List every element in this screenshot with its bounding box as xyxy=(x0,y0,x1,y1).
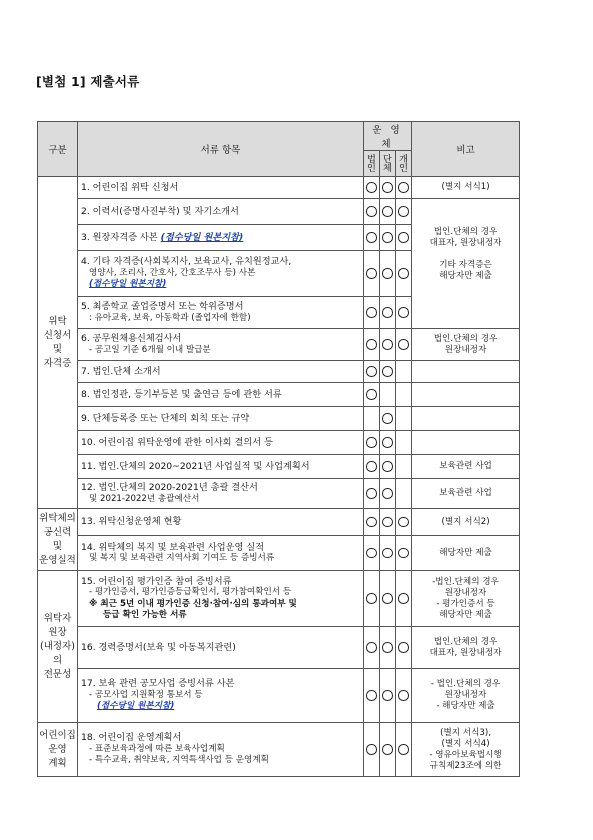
circle-mark-icon xyxy=(398,339,409,350)
remark-text: 보육관련 사업 xyxy=(439,488,492,498)
table-row xyxy=(38,361,520,383)
mark-cell-individual xyxy=(396,509,412,536)
mark-cell-corporation xyxy=(364,297,380,329)
circle-mark-icon xyxy=(366,593,377,604)
item-cell xyxy=(78,177,364,199)
header-remarks: 비고 xyxy=(412,122,520,177)
item-cell xyxy=(78,251,364,297)
circle-mark-icon xyxy=(366,232,377,243)
mark-cell-individual xyxy=(396,329,412,361)
mark-cell-individual xyxy=(396,431,412,455)
mark-cell-organization xyxy=(380,571,396,627)
mark-cell-corporation xyxy=(364,407,380,431)
header-category: 구분 xyxy=(38,122,78,177)
table-row xyxy=(38,669,520,723)
item-text: 15. 어린이집 평가인증 참여 증빙서류 xyxy=(81,575,232,587)
remark-text: (별지 서식1) xyxy=(441,182,490,192)
table-row xyxy=(38,329,520,361)
remark-text: 해당자만 제출 xyxy=(439,547,492,558)
page-title: [별첨 1] 제출서류 xyxy=(36,74,140,89)
item-subtext: 및 복지 및 보육관련 지역사회 기여도 등 증빙서류 xyxy=(89,553,275,563)
mark-cell-organization xyxy=(380,251,396,297)
header-corporation-b: 인 xyxy=(367,162,376,174)
header-organization-a: 단 xyxy=(383,153,392,165)
item-cell xyxy=(78,199,364,225)
item-cell xyxy=(78,627,364,669)
item-notice: ※ 최근 5년 이내 평가인증 신청·참여·심의 통과여부 및 xyxy=(89,598,297,609)
circle-mark-icon xyxy=(398,744,409,755)
header-individual-b: 인 xyxy=(399,162,408,174)
remark-cell xyxy=(412,669,520,723)
mark-cell-corporation xyxy=(364,199,380,225)
circle-mark-icon xyxy=(382,690,393,701)
circle-mark-icon xyxy=(366,437,377,448)
category-label: 원장 xyxy=(48,626,67,638)
item-text: 1. 어린이집 위탁 신청서 xyxy=(81,181,179,193)
header-organization-b: 체 xyxy=(383,162,392,174)
mark-cell-organization xyxy=(380,536,396,571)
item-subtext: - 공고일 기준 6개월 이내 발급분 xyxy=(89,344,211,355)
remark-text: -법인.단체의 경우 xyxy=(432,576,499,587)
mark-cell-individual xyxy=(396,669,412,723)
remark-cell xyxy=(412,723,520,777)
mark-cell-organization xyxy=(380,225,396,251)
circle-mark-icon xyxy=(398,517,409,528)
documents-table xyxy=(37,121,520,777)
remark-text: (별지 서식2) xyxy=(441,516,490,527)
mark-cell-individual xyxy=(396,723,412,777)
mark-cell-organization xyxy=(380,177,396,199)
mark-cell-organization xyxy=(380,329,396,361)
mark-cell-corporation xyxy=(364,177,380,199)
mark-cell-corporation xyxy=(364,723,380,777)
table-row xyxy=(38,571,520,627)
remark-text: 원장내정자 xyxy=(444,344,487,355)
circle-mark-icon xyxy=(398,548,409,559)
circle-mark-icon xyxy=(366,642,377,653)
table-row xyxy=(38,627,520,669)
mark-cell-corporation xyxy=(364,627,380,669)
item-cell xyxy=(78,383,364,407)
mark-cell-organization xyxy=(380,455,396,479)
item-subtext: - 표준보육과정에 따른 보육사업계획 xyxy=(89,743,225,754)
mark-cell-organization xyxy=(380,627,396,669)
circle-mark-icon xyxy=(366,517,377,528)
item-text: 18. 어린이집 운영계획서 xyxy=(81,732,182,744)
mark-cell-individual xyxy=(396,536,412,571)
mark-cell-organization xyxy=(380,479,396,509)
mark-cell-corporation xyxy=(364,251,380,297)
mark-cell-individual xyxy=(396,479,412,509)
circle-mark-icon xyxy=(398,182,409,193)
category-label: (내정자)의 xyxy=(40,640,75,666)
circle-mark-icon xyxy=(366,488,377,499)
mark-cell-individual xyxy=(396,383,412,407)
remark-text: 법인.단체의 경우 xyxy=(433,226,498,237)
item-cell xyxy=(78,571,364,627)
remark-text: 법인.단체의 경우 xyxy=(433,333,498,344)
circle-mark-icon xyxy=(366,744,377,755)
remark-text: - 해당자만 제출 xyxy=(436,701,495,711)
circle-mark-icon xyxy=(382,268,393,279)
mark-cell-individual xyxy=(396,407,412,431)
header-organization xyxy=(380,151,396,177)
remark-text: - 영유아보육법시행 xyxy=(429,749,502,760)
mark-cell-organization xyxy=(380,669,396,723)
item-cell xyxy=(78,509,364,536)
mark-cell-corporation xyxy=(364,536,380,571)
circle-mark-icon xyxy=(382,307,393,318)
mark-cell-individual xyxy=(396,627,412,669)
mark-cell-corporation xyxy=(364,479,380,509)
category-label: 및 xyxy=(52,540,63,552)
circle-mark-icon xyxy=(382,642,393,653)
circle-mark-icon xyxy=(398,690,409,701)
mark-cell-individual xyxy=(396,297,412,329)
remark-text: 규칙제23조에 의한 xyxy=(429,760,502,771)
item-subtext: : 유아교육, 보육, 아동학과 (졸업자에 한함) xyxy=(89,312,251,323)
remark-text: 대표자, 원장내정자 xyxy=(429,647,502,658)
category-label: 위탁체의 xyxy=(39,512,76,524)
remark-cell xyxy=(412,383,520,407)
circle-mark-icon xyxy=(398,593,409,604)
item-cell xyxy=(78,431,364,455)
item-cell xyxy=(78,329,364,361)
header-individual xyxy=(396,151,412,177)
circle-mark-icon xyxy=(398,206,409,217)
circle-mark-icon xyxy=(382,366,393,377)
item-text: 12. 법인.단체의 2020-2021년 총괄 결산서 xyxy=(81,482,258,493)
category-cell xyxy=(38,723,78,777)
mark-cell-organization xyxy=(380,509,396,536)
remark-text: (별지 서식4) xyxy=(441,738,490,749)
table-row xyxy=(38,536,520,571)
item-text: 13. 위탁신청운영체 현황 xyxy=(81,516,182,528)
circle-mark-icon xyxy=(398,232,409,243)
item-text: 6. 공무원채용신체검사서 xyxy=(81,333,182,344)
table-row xyxy=(38,199,520,225)
category-label: 운영 xyxy=(48,743,67,755)
item-text: 7. 법인.단체 소개서 xyxy=(81,365,161,377)
item-text: 2. 이력서(증명사진부착) 및 자기소개서 xyxy=(81,205,239,217)
mark-cell-individual xyxy=(396,251,412,297)
bring-original-note: (접수당일 원본지참) xyxy=(89,279,167,290)
remark-cell xyxy=(412,199,520,225)
item-cell xyxy=(78,723,364,777)
remark-cell xyxy=(412,329,520,361)
remark-text: - 법인.단체의 경우 xyxy=(430,679,501,689)
mark-cell-corporation xyxy=(364,431,380,455)
circle-mark-icon xyxy=(366,206,377,217)
remark-cell xyxy=(412,177,520,199)
mark-cell-corporation xyxy=(364,455,380,479)
mark-cell-organization xyxy=(380,723,396,777)
remark-cell xyxy=(412,571,520,627)
circle-mark-icon xyxy=(382,593,393,604)
table-row xyxy=(38,177,520,199)
remark-cell xyxy=(412,455,520,479)
remark-text: (별지 서식3), xyxy=(440,727,491,738)
item-text: 17. 보육 관련 공모사업 증빙서류 사본 xyxy=(81,678,235,690)
mark-cell-corporation xyxy=(364,383,380,407)
item-subtext: - 공모사업 지원확정 통보서 등 xyxy=(89,689,203,700)
category-label: 위탁자 xyxy=(43,612,72,624)
item-text: 14. 위탁체의 복지 및 보육관련 사업운영 실적 xyxy=(81,541,265,553)
mark-cell-corporation xyxy=(364,361,380,383)
table-row xyxy=(38,723,520,777)
table-row xyxy=(38,225,520,251)
header-individual-a: 개 xyxy=(399,153,408,165)
bring-original-note: (접수당일 원본지참) xyxy=(160,231,244,243)
remark-cell xyxy=(412,479,520,509)
mark-cell-organization xyxy=(380,199,396,225)
item-cell xyxy=(78,225,364,251)
circle-mark-icon xyxy=(382,437,393,448)
circle-mark-icon xyxy=(382,744,393,755)
category-cell xyxy=(38,509,78,571)
remark-cell xyxy=(412,536,520,571)
category-label: 자격증 xyxy=(43,357,72,369)
circle-mark-icon xyxy=(398,268,409,279)
circle-mark-icon xyxy=(382,488,393,499)
item-text: 4. 기타 자격증(사회복지사, 보육교사, 유치원정교사, xyxy=(81,256,292,268)
item-cell xyxy=(78,669,364,723)
item-notice: 등급 확인 가능한 서류 xyxy=(103,610,187,620)
mark-cell-corporation xyxy=(364,509,380,536)
mark-cell-organization xyxy=(380,361,396,383)
remark-cell xyxy=(412,627,520,669)
category-label: 운영실적 xyxy=(39,554,76,566)
item-text: 10. 어린이집 위탁운영에 관한 이사회 결의서 등 xyxy=(81,436,273,448)
category-cell xyxy=(38,177,78,509)
mark-cell-individual xyxy=(396,225,412,251)
header-item: 서류 항목 xyxy=(78,122,364,177)
item-cell xyxy=(78,536,364,571)
circle-mark-icon xyxy=(366,182,377,193)
remark-text: - 평가인증서 등 xyxy=(436,598,495,609)
circle-mark-icon xyxy=(382,461,393,472)
item-subtext: 및 2021-2022년 총괄예산서 xyxy=(89,493,200,504)
circle-mark-icon xyxy=(366,389,377,400)
circle-mark-icon xyxy=(382,339,393,350)
remark-cell xyxy=(412,225,520,329)
remark-text: 기타 자격증은 xyxy=(439,259,492,270)
circle-mark-icon xyxy=(382,548,393,559)
mark-cell-individual xyxy=(396,177,412,199)
circle-mark-icon xyxy=(382,413,393,424)
remark-text: 원장내정자 xyxy=(444,690,487,700)
mark-cell-organization xyxy=(380,431,396,455)
remark-text: 법인.단체의 경우 xyxy=(433,636,498,647)
mark-cell-individual xyxy=(396,571,412,627)
circle-mark-icon xyxy=(382,182,393,193)
category-label: 공신력 xyxy=(43,526,72,538)
category-label: 신청서 xyxy=(43,329,72,341)
item-subtext: - 평가인증서, 평가인증등급확인서, 평가참여확인서 등 xyxy=(89,587,292,597)
category-label: 계획 xyxy=(48,757,67,769)
header-corporation-a: 법 xyxy=(367,153,376,165)
remark-cell xyxy=(412,431,520,455)
item-text: 9. 단체등록증 또는 단체의 회칙 또는 규약 xyxy=(81,412,250,424)
mark-cell-corporation xyxy=(364,225,380,251)
item-text: 11. 법인.단체의 2020~2021년 사업실적 및 사업계획서 xyxy=(81,460,310,472)
category-cell xyxy=(38,571,78,723)
remark-text: 해당자만 제출 xyxy=(439,609,492,620)
category-label: 및 xyxy=(52,343,63,355)
item-text: 8. 법인정관, 등기부등본 및 출연금 등에 관한 서류 xyxy=(81,388,282,400)
item-text: 5. 최종학교 졸업증명서 또는 학위증명서 xyxy=(81,301,244,312)
item-cell xyxy=(78,407,364,431)
remark-cell xyxy=(412,361,520,383)
mark-cell-individual xyxy=(396,199,412,225)
remark-cell xyxy=(412,407,520,431)
item-cell xyxy=(78,361,364,383)
item-cell xyxy=(78,297,364,329)
item-cell xyxy=(78,455,364,479)
circle-mark-icon xyxy=(366,268,377,279)
remark-text: 보육관련 사업 xyxy=(439,461,492,471)
mark-cell-organization xyxy=(380,383,396,407)
circle-mark-icon xyxy=(398,307,409,318)
mark-cell-corporation xyxy=(364,669,380,723)
circle-mark-icon xyxy=(398,642,409,653)
header-corporation xyxy=(364,151,380,177)
category-label: 어린이집 xyxy=(39,729,76,741)
table-row xyxy=(38,383,520,407)
item-text: 3. 원장자격증 사본 xyxy=(81,231,161,243)
table-row xyxy=(38,509,520,536)
header-operator: 운 영 체 xyxy=(364,122,412,151)
mark-cell-organization xyxy=(380,407,396,431)
remark-text: 해당자만 제출 xyxy=(439,270,492,281)
circle-mark-icon xyxy=(366,461,377,472)
circle-mark-icon xyxy=(366,307,377,318)
mark-cell-organization xyxy=(380,297,396,329)
remark-text: 대표자, 원장내정자 xyxy=(429,237,502,248)
item-cell xyxy=(78,479,364,509)
mark-cell-corporation xyxy=(364,329,380,361)
circle-mark-icon xyxy=(382,232,393,243)
bring-original-note: (접수당일 원본지참) xyxy=(97,701,175,712)
mark-cell-individual xyxy=(396,361,412,383)
circle-mark-icon xyxy=(366,690,377,701)
remark-text: 원장내정자 xyxy=(444,587,487,598)
circle-mark-icon xyxy=(366,548,377,559)
circle-mark-icon xyxy=(366,366,377,377)
table-row xyxy=(38,407,520,431)
circle-mark-icon xyxy=(382,517,393,528)
table-row xyxy=(38,455,520,479)
table-row xyxy=(38,479,520,509)
category-label: 위탁 xyxy=(48,315,67,327)
mark-cell-individual xyxy=(396,455,412,479)
item-subtext: - 특수교육, 취약보육, 지역특색사업 등 운영계획 xyxy=(89,755,269,766)
item-text: 16. 경력증명서(보육 및 아동복지관련) xyxy=(81,641,236,653)
circle-mark-icon xyxy=(366,339,377,350)
circle-mark-icon xyxy=(382,206,393,217)
category-label: 전문성 xyxy=(43,668,72,680)
remark-cell xyxy=(412,509,520,536)
table-row xyxy=(38,431,520,455)
item-subtext: 영양사, 조리사, 간호사, 간호조무사 등) 사본 xyxy=(89,267,256,278)
mark-cell-corporation xyxy=(364,571,380,627)
